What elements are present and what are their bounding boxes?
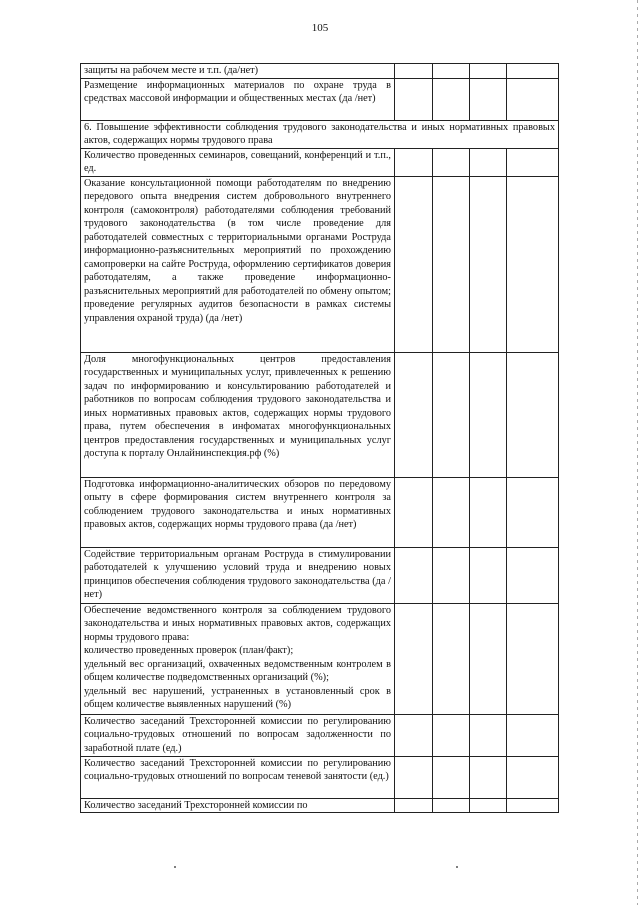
value-cell <box>507 176 559 352</box>
table-row <box>81 603 559 714</box>
row-text: Количество заседаний Трехсторонней комиссии по <box>81 798 395 813</box>
scan-edge <box>637 0 638 905</box>
value-cell <box>433 547 470 603</box>
value-cell <box>507 352 559 477</box>
value-cell <box>433 352 470 477</box>
value-cell <box>507 798 559 813</box>
row-text: Обеспечение ведомственного контроля за соблюдением трудового законодательства и иных нормативных правовых актов, содержащих нормы трудового права: количество проведенных проверок (план/факт); удельный вес организаций, охваченных ведомственным контролем в общем количестве подведомственных организаций (%); удельный вес нарушений, устраненных в установленный срок в общем количестве выявленных нарушений (%) <box>81 603 395 714</box>
value-cell <box>507 603 559 714</box>
page-number: 105 <box>311 22 329 34</box>
value-cell <box>395 714 433 756</box>
scan-speck <box>174 866 176 868</box>
value-cell <box>507 477 559 547</box>
scan-speck <box>456 866 458 868</box>
value-cell <box>395 603 433 714</box>
value-cell <box>470 603 507 714</box>
row-text: защиты на рабочем месте и т.п. (да/нет) <box>81 64 395 79</box>
value-cell <box>433 477 470 547</box>
value-cell <box>395 547 433 603</box>
value-cell <box>470 78 507 120</box>
row-text: Доля многофункциональных центров предоставления государственных и муниципальных услуг, привлеченных к решению задач по информированию и консультированию работодателей и работников по вопросам соблюдения трудового законодательства и иных нормативных правовых актов, содержащих нормы трудового права, путем обеспечения в инфоматах многофункциональных центров предоставления государственных и муниципальных услуг доступа к порталу Онлайнинспекция.рф (%) <box>81 352 395 477</box>
table-row <box>81 547 559 603</box>
value-cell <box>470 547 507 603</box>
value-cell <box>395 798 433 813</box>
table-row <box>81 798 559 813</box>
value-cell <box>470 148 507 176</box>
value-cell <box>507 78 559 120</box>
value-cell <box>433 714 470 756</box>
value-cell <box>470 756 507 798</box>
value-cell <box>470 176 507 352</box>
table-row <box>81 64 559 79</box>
value-cell <box>507 64 559 79</box>
value-cell <box>395 352 433 477</box>
value-cell <box>433 148 470 176</box>
value-cell <box>395 78 433 120</box>
value-cell <box>470 64 507 79</box>
table-row <box>81 148 559 176</box>
value-cell <box>507 148 559 176</box>
value-cell <box>433 78 470 120</box>
table-row <box>81 78 559 120</box>
value-cell <box>470 798 507 813</box>
value-cell <box>507 756 559 798</box>
row-text: Количество проведенных семинаров, совещаний, конференций и т.п., ед. <box>81 148 395 176</box>
value-cell <box>395 756 433 798</box>
value-cell <box>507 714 559 756</box>
value-cell <box>470 477 507 547</box>
indicators-table <box>80 63 559 813</box>
table-row <box>81 477 559 547</box>
value-cell <box>433 603 470 714</box>
value-cell <box>395 176 433 352</box>
row-text: Содействие территориальным органам Роструда в стимулировании работодателей к улучшению условий труда и внедрению новых принципов обеспечения соблюдения трудового законодательства (да /нет) <box>81 547 395 603</box>
section-heading: 6. Повышение эффективности соблюдения трудового законодательства и иных нормативных правовых актов, содержащих нормы трудового права <box>81 120 559 148</box>
section-row <box>81 120 559 148</box>
row-text: Размещение информационных материалов по охране труда в средствах массовой информации и общественных местах (да /нет) <box>81 78 395 120</box>
value-cell <box>433 176 470 352</box>
value-cell <box>395 64 433 79</box>
value-cell <box>470 352 507 477</box>
value-cell <box>470 714 507 756</box>
row-text: Подготовка информационно-аналитических обзоров по передовому опыту в сфере формирования систем внутреннего контроля за соблюдением трудового законодательства и иных нормативных правовых актов, содержащих нормы трудового права (да /нет) <box>81 477 395 547</box>
row-text: Оказание консультационной помощи работодателям по внедрению передового опыта внедрения систем добровольного внутреннего контроля (самоконтроля) работодателями соблюдения требований трудового законодательства (в том числе проведение для работодателей совместных с территориальными органами Роструда информационно-разъяснительных мероприятий по прохождению самопроверки на сайте Роструда, оформлению сертификатов доверия работодателям, а также проведение информационно-разъяснительных мероприятий для работодателей по обмену опытом; проведение регулярных аудитов безопасности в рамках системы управления охраной труда) (да /нет) <box>81 176 395 352</box>
value-cell <box>433 798 470 813</box>
table-row <box>81 352 559 477</box>
table-row <box>81 756 559 798</box>
table-row <box>81 176 559 352</box>
value-cell <box>433 64 470 79</box>
value-cell <box>507 547 559 603</box>
table-row <box>81 714 559 756</box>
value-cell <box>395 477 433 547</box>
value-cell <box>395 148 433 176</box>
row-text: Количество заседаний Трехсторонней комиссии по регулированию социально-трудовых отношений по вопросам задолженности по заработной плате (ед.) <box>81 714 395 756</box>
row-text: Количество заседаний Трехсторонней комиссии по регулированию социально-трудовых отношений по вопросам теневой занятости (ед.) <box>81 756 395 798</box>
value-cell <box>433 756 470 798</box>
